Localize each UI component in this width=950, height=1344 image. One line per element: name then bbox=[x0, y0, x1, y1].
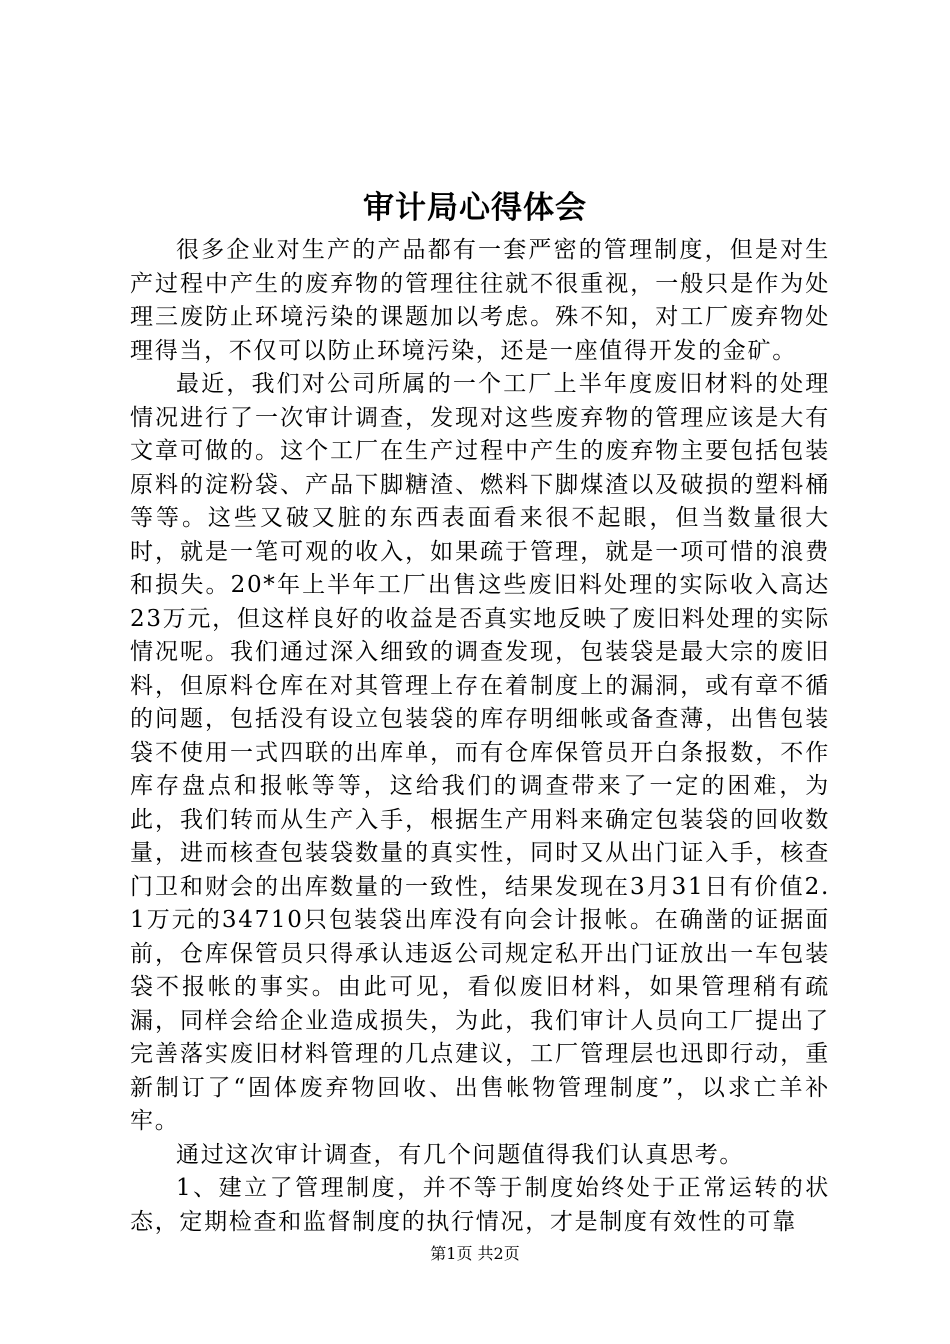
paragraph-3: 通过这次审计调查，有几个问题值得我们认真思考。 bbox=[176, 1141, 745, 1168]
page-number-footer: 第1页 共2页 bbox=[430, 1244, 520, 1263]
paragraph-4: 1、建立了管理制度，并不等于制度始终处于正常运转的状态，定期检查和监督制度的执行情况，才是制度有效性的可靠 bbox=[130, 1175, 830, 1235]
document-body bbox=[130, 234, 830, 1239]
paragraph-2: 最近，我们对公司所属的一个工厂上半年度废旧材料的处理情况进行了一次审计调查，发现对这些废弃物的管理应该是大有文章可做的。这个工厂在生产过程中产生的废弃物主要包括包装原料的淀粉袋、产品下脚糖渣、燃料下脚煤渣以及破损的塑料桶等等。这些又破又脏的东西表面看来很不起眼，但当数量很大时，就是一笔可观的收入，如果疏于管理，就是一项可惜的浪费和损失。20*年上半年工厂出售这些废旧料处理的实际收入高达23万元，但这样良好的收益是否真实地反映了废旧料处理的实际情况呢。我们通过深入细致的调查发现，包装袋是最大宗的废旧料，但原料仓库在对其管理上存在着制度上的漏洞，或有章不循的问题，包括没有设立包装袋的库存明细帐或备查薄，出售包装袋不使用一式四联的出库单，而有仓库保管员开白条报数，不作库存盘点和报帐等等，这给我们的调查带来了一定的困难，为此，我们转而从生产入手，根据生产用料来确定包装袋的回收数量，进而核查包装袋数量的真实性，同时又从出门证入手，核查门卫和财会的出库数量的一致性，结果发现在3月31日有价值2.1万元的34710只包装袋出库没有向会计报帐。在确凿的证据面前，仓库保管员只得承认违返公司规定私开出门证放出一车包装袋不报帐的事实。由此可见，看似废旧材料，如果管理稍有疏漏，同样会给企业造成损失，为此，我们审计人员向工厂提出了完善落实废旧材料管理的几点建议，工厂管理层也迅即行动，重新制订了“固体废弃物回收、出售帐物管理制度”，以求亡羊补牢。 bbox=[130, 371, 830, 1134]
document-title: 审计局心得体会 bbox=[363, 190, 587, 226]
paragraph-1: 很多企业对生产的产品都有一套严密的管理制度，但是对生产过程中产生的废弃物的管理往往就不很重视，一般只是作为处理三废防止环境污染的课题加以考虑。殊不知，对工厂废弃物处理得当，不仅可以防止环境污染，还是一座值得开发的金矿。 bbox=[130, 237, 830, 364]
